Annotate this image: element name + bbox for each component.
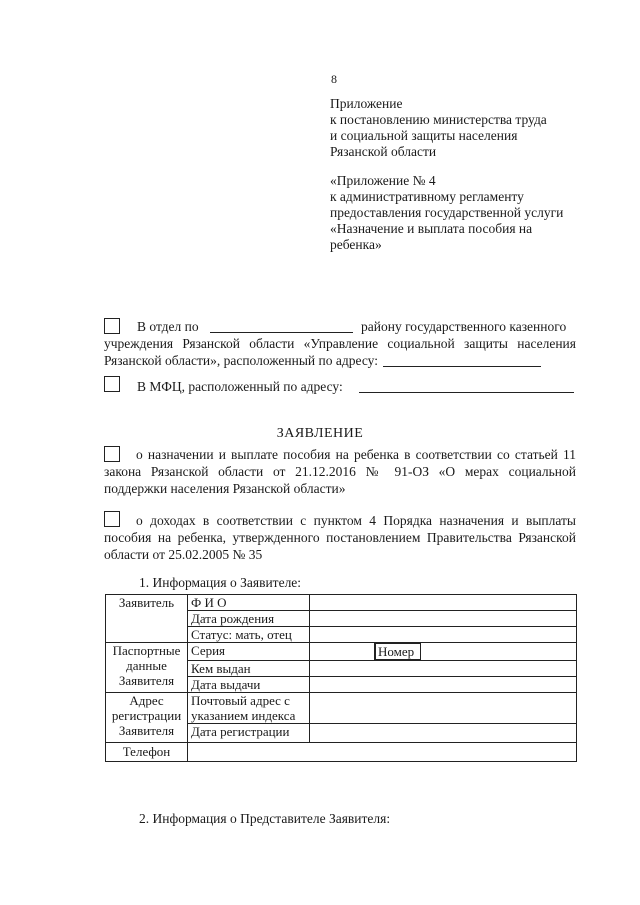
dept-line-3: Рязанской области», расположенный по адресу: (104, 353, 378, 368)
postal-label-line: Почтовый адрес с (191, 693, 290, 708)
option2-line-2: пособия на ребенка, утвержденного постановлением Правительства Рязанской (104, 530, 576, 545)
address-label (106, 693, 188, 743)
mfc-label: В МФЦ, расположенный по адресу: (137, 379, 343, 394)
passport-label-line: Паспортные (112, 643, 181, 658)
header-line: к административному регламенту (330, 189, 524, 204)
section-2-heading: 2. Информация о Представителе Заявителя: (139, 811, 391, 826)
header-line: ребенка» (330, 237, 382, 252)
header-line: Приложение (330, 96, 403, 111)
series-field[interactable] (310, 643, 375, 661)
header-line: «Приложение № 4 (330, 173, 436, 188)
option1-line-3: поддержки населения Рязанской области» (104, 481, 346, 496)
header-line: предоставления государственной услуги (330, 205, 564, 220)
option1-checkbox[interactable] (104, 446, 120, 462)
postal-label (188, 693, 310, 724)
header-line: к постановлению министерства труда (330, 112, 547, 127)
fio-field[interactable] (310, 595, 577, 611)
page-number: 8 (331, 72, 337, 86)
option1-line-2: закона Рязанской области от 21.12.2016 № 91-ОЗ «О мерах социальной (104, 464, 576, 479)
number-label: Номер (375, 643, 421, 660)
issued-by-field[interactable] (310, 661, 577, 677)
series-label: Серия (188, 643, 310, 661)
section-1-heading: 1. Информация о Заявителе: (139, 575, 302, 590)
applicant-table (105, 594, 577, 762)
status-field[interactable] (310, 627, 577, 643)
option2-checkbox[interactable] (104, 511, 120, 527)
document-title: ЗАЯВЛЕНИЕ (276, 426, 364, 441)
passport-label (106, 643, 188, 693)
issue-date-field[interactable] (310, 677, 577, 693)
issue-date-label: Дата выдачи (188, 677, 310, 693)
option2-line-1: о доходах в соответствии с пунктом 4 Порядка назначения и выплаты (136, 513, 576, 528)
number-cell (375, 643, 577, 661)
reg-date-label: Дата регистрации (188, 724, 310, 743)
fio-label: Ф И О (188, 595, 310, 611)
option1-line-1: о назначении и выплате пособия на ребенка в соответствии со статьей 11 (136, 447, 576, 462)
dept-label: В отдел по (137, 319, 199, 334)
address-label-line: Адрес (129, 693, 164, 708)
header-line: Рязанской области (330, 144, 437, 159)
birth-label: Дата рождения (188, 611, 310, 627)
mfc-checkbox[interactable] (104, 376, 120, 392)
dept-address-field[interactable] (383, 366, 541, 367)
dept-checkbox[interactable] (104, 318, 120, 334)
status-label: Статус: мать, отец (188, 627, 310, 643)
appendix-4-header (330, 173, 563, 253)
phone-label: Телефон (106, 743, 188, 762)
district-field[interactable] (210, 332, 353, 333)
header-line: «Назначение и выплата пособия на (330, 221, 533, 236)
passport-label-line: Заявителя (118, 673, 175, 688)
address-label-line: регистрации (111, 708, 182, 723)
postal-field[interactable] (310, 693, 577, 724)
header-line: и социальной защиты населения (330, 128, 518, 143)
dept-line-2: учреждения Рязанской области «Управление социальной защиты населения (104, 336, 576, 351)
issued-by-label: Кем выдан (188, 661, 310, 677)
appendix-header (330, 96, 547, 160)
phone-field[interactable] (188, 743, 577, 762)
option2-line-3: области от 25.02.2005 № 35 (104, 547, 263, 562)
mfc-address-field[interactable] (359, 392, 574, 393)
applicant-label: Заявитель (106, 595, 188, 643)
dept-line-1 (137, 318, 567, 335)
dept-label-2: району государственного казенного (361, 319, 567, 334)
passport-label-line: данные (126, 658, 167, 673)
birth-field[interactable] (310, 611, 577, 627)
postal-label-line: указанием индекса (191, 708, 296, 723)
address-label-line: Заявителя (118, 723, 175, 738)
reg-date-field[interactable] (310, 724, 577, 743)
